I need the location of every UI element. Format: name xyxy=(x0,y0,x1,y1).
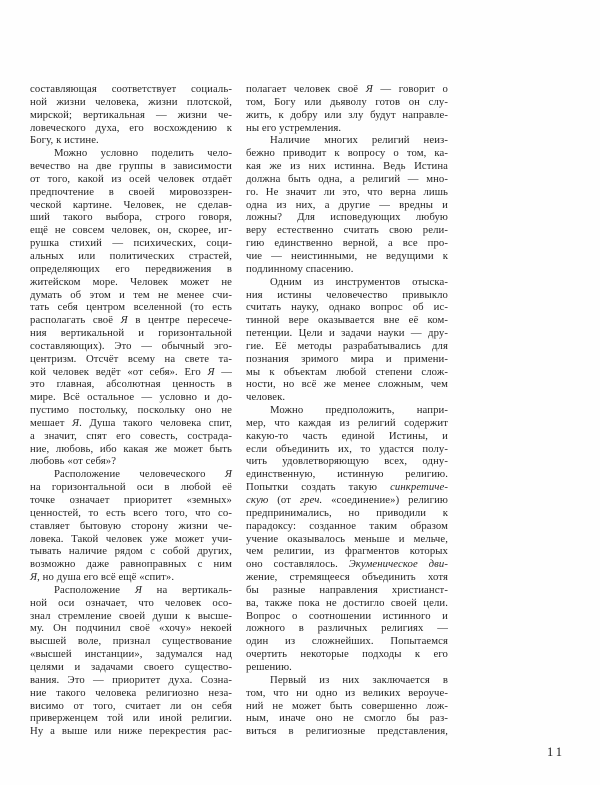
text-segment: Вопрос о соотношении истинного и xyxy=(246,609,448,622)
text-line xyxy=(246,404,448,417)
text-line xyxy=(30,648,232,661)
text-segment: — говорит о xyxy=(372,83,449,95)
text-line xyxy=(246,147,448,160)
text-segment: Одним из инструментов отыска- xyxy=(270,275,448,288)
text-line xyxy=(246,109,448,122)
text-line xyxy=(246,545,448,558)
text-line xyxy=(246,558,448,571)
text-line xyxy=(246,83,448,96)
text-segment: ной жизни человека, жизни плотской, xyxy=(30,95,232,108)
text-line xyxy=(246,211,448,224)
text-segment: ловека. Такой человек уже может учи- xyxy=(30,532,232,545)
text-line xyxy=(30,122,232,135)
text-segment: парадоксу: созданное таким образом xyxy=(246,519,448,532)
text-segment: «соединение») религию xyxy=(322,494,448,506)
text-segment: тать себя центром вселенной (то есть xyxy=(30,301,232,314)
text-line xyxy=(30,276,232,289)
text-segment: чить удовлетворяющую всех, одну- xyxy=(246,455,448,468)
text-segment: мы к объектам любой степени слож- xyxy=(246,365,448,378)
text-segment: полагает человек своё xyxy=(246,83,366,95)
text-line xyxy=(246,327,448,340)
text-line xyxy=(246,700,448,713)
text-line xyxy=(30,584,232,597)
text-segment: ности, но всё же менее сложным, чем xyxy=(246,378,448,391)
text-line xyxy=(30,558,232,571)
text-line xyxy=(30,378,232,391)
text-segment: том, Богу или дьяволу готов он слу- xyxy=(246,95,448,108)
text-segment: единственную, истинную религию. xyxy=(246,468,448,481)
text-segment: ложного в различных религиях — xyxy=(246,622,448,635)
text-segment: Попытки создать такую xyxy=(246,481,391,494)
text-line xyxy=(246,520,448,533)
italic-text: Экуменическое дви- xyxy=(348,558,448,571)
text-line xyxy=(30,96,232,109)
text-column-left xyxy=(30,83,232,738)
text-segment: тинной вере оказывается вне её ком- xyxy=(246,314,448,327)
text-line xyxy=(246,571,448,584)
text-line xyxy=(246,674,448,687)
text-segment: го. Не значит ли это, что верна лишь xyxy=(246,185,448,198)
text-segment: тывать наличие рядом с собой других, xyxy=(30,545,232,558)
text-segment: учение оказывалось меньше и мельче, xyxy=(246,532,448,545)
text-line xyxy=(30,455,232,468)
text-segment: ва, также пока не достигло своей цели. xyxy=(246,596,448,609)
text-line xyxy=(30,301,232,314)
text-segment: приверженцем той или иной религии. xyxy=(30,712,232,725)
text-segment: кая же из них истинна. Ведь Истина xyxy=(246,160,448,173)
text-segment: альных или политических страстей, xyxy=(30,249,232,262)
text-line xyxy=(30,83,232,96)
text-line xyxy=(30,134,232,147)
text-line xyxy=(246,443,448,456)
text-segment: целями и задачами своего существо- xyxy=(30,660,232,673)
text-segment: ловеческого духа, его восхождению к xyxy=(30,121,232,134)
text-line xyxy=(246,301,448,314)
text-line xyxy=(30,622,232,635)
text-segment: на горизонтальной оси в любой её xyxy=(30,481,232,494)
text-segment: знал стремление своей души к высше- xyxy=(30,609,232,622)
text-line xyxy=(30,571,232,584)
text-segment: ние, любовь, ибо какая же может быть xyxy=(30,442,232,455)
text-segment: . Душа такого человека спит, xyxy=(79,416,232,429)
text-segment: рушка стихий — психических, соци- xyxy=(30,237,232,250)
text-segment: предпринимались, но приводили к xyxy=(246,506,448,519)
text-line xyxy=(30,635,232,648)
text-line xyxy=(246,687,448,700)
text-segment: ния вертикальной и горизонтальной xyxy=(30,327,232,340)
text-line xyxy=(30,314,232,327)
text-line xyxy=(246,455,448,468)
text-line xyxy=(30,160,232,173)
text-line xyxy=(30,237,232,250)
text-line xyxy=(246,199,448,212)
text-line xyxy=(30,147,232,160)
text-segment: жить, к добру или злу будут направле- xyxy=(246,108,448,121)
text-segment: ние такого человека религиозно неза- xyxy=(30,686,232,699)
italic-text: Я xyxy=(224,468,232,481)
text-segment: бежно приводит к вопросу о том, ка- xyxy=(246,147,448,160)
text-line xyxy=(246,430,448,443)
text-line xyxy=(30,443,232,456)
text-segment: вания. Это — приоритет духа. Созна- xyxy=(30,673,232,686)
text-line xyxy=(246,494,448,507)
text-segment: висимо от того, считает ли он себя xyxy=(30,699,232,712)
text-line xyxy=(30,610,232,623)
text-line xyxy=(246,635,448,648)
text-segment: оно составлялось. xyxy=(246,558,349,571)
text-line xyxy=(30,263,232,276)
text-segment: ческой картине. Человек, не сделав- xyxy=(30,198,232,211)
text-segment: ной оси означает, что человек осо- xyxy=(30,596,232,609)
italic-text: Я xyxy=(120,314,128,327)
text-segment: том, что ни одно из великих вероуче- xyxy=(246,686,448,699)
italic-text: Я xyxy=(134,583,142,596)
text-segment: один из сложнейших. Попытаемся xyxy=(246,635,448,648)
text-segment: петенции. Цели и задачи науки — дру- xyxy=(246,327,448,340)
text-segment: ший такого выбора, строго говоря, xyxy=(30,211,232,224)
text-segment: а значит, спят его совесть, сострада- xyxy=(30,429,232,442)
text-line xyxy=(30,700,232,713)
text-line xyxy=(246,610,448,623)
text-segment: какую-то часть единой Истины, и xyxy=(246,429,448,442)
text-line xyxy=(30,712,232,725)
italic-text: Я xyxy=(30,571,38,584)
text-segment: чие — неистинными, не ведущими к xyxy=(246,249,448,262)
text-line xyxy=(246,353,448,366)
text-segment: думать об этом и тем не менее счи- xyxy=(30,288,232,301)
text-line xyxy=(246,340,448,353)
text-line xyxy=(246,597,448,610)
text-line xyxy=(30,250,232,263)
text-line xyxy=(30,545,232,558)
text-segment: кой человек ведёт «от себя». Его xyxy=(30,365,208,378)
text-segment: , но душа его всё ещё «спит». xyxy=(37,571,175,584)
text-segment: любовь «от себя»? xyxy=(30,455,117,468)
text-segment: гие. Её методы разрабатывались для xyxy=(246,339,448,352)
text-segment: решению. xyxy=(246,660,292,673)
text-segment: ния истины человечество привыкло xyxy=(246,288,448,301)
text-line xyxy=(246,648,448,661)
text-segment: центризм. Отсчёт всему на свете та- xyxy=(30,352,232,365)
text-segment: ний не может быть совершенно лож- xyxy=(246,699,448,712)
text-segment: бы разные направления христианст- xyxy=(246,583,448,596)
text-segment: составляющих). Это — обычный эго- xyxy=(30,339,232,352)
text-line xyxy=(246,134,448,147)
text-line xyxy=(246,160,448,173)
text-line xyxy=(246,391,448,404)
page-number: 11 xyxy=(547,745,566,759)
italic-text: скую xyxy=(246,494,269,506)
text-segment: если объединить их, то удастся полу- xyxy=(246,442,448,455)
text-segment: вечество на две группы в зависимости xyxy=(30,160,232,173)
italic-text: Я xyxy=(365,83,373,95)
text-line xyxy=(30,353,232,366)
text-line xyxy=(30,186,232,199)
text-segment: житейском море. Человек может не xyxy=(30,275,232,288)
text-line xyxy=(30,687,232,700)
text-line xyxy=(246,263,448,276)
text-line xyxy=(30,430,232,443)
text-line xyxy=(246,250,448,263)
text-segment: Богу, к истине. xyxy=(30,134,99,147)
text-segment: точке означает приоритет «земных» xyxy=(30,494,232,506)
text-segment: в центре пересече- xyxy=(127,314,232,327)
text-line xyxy=(30,109,232,122)
text-line xyxy=(30,494,232,507)
text-line xyxy=(30,327,232,340)
text-segment: высшей воле, признал существование xyxy=(30,635,232,648)
text-line xyxy=(246,622,448,635)
text-segment: — xyxy=(214,365,233,378)
text-line xyxy=(246,725,448,738)
text-line xyxy=(30,199,232,212)
italic-text: Я xyxy=(207,365,215,378)
text-line xyxy=(246,481,448,494)
text-segment: очертить некоторые подходы к его xyxy=(246,648,448,661)
text-line xyxy=(30,391,232,404)
text-column-right xyxy=(246,83,448,738)
text-line xyxy=(30,366,232,379)
text-segment: Можно условно поделить чело- xyxy=(54,147,232,160)
text-line xyxy=(246,96,448,109)
text-line xyxy=(246,584,448,597)
text-line xyxy=(30,340,232,353)
text-line xyxy=(30,468,232,481)
italic-text: синкретиче- xyxy=(390,481,448,494)
text-line xyxy=(246,314,448,327)
text-segment: виться в религиозные представления, xyxy=(246,725,448,738)
text-segment: Ну а выше или ниже перекрестия рас- xyxy=(30,725,232,738)
text-line xyxy=(30,661,232,674)
text-line xyxy=(246,712,448,725)
text-line xyxy=(30,417,232,430)
text-segment: познания зримого мира и примени- xyxy=(246,352,448,365)
text-segment: мирской; вертикальная — жизни че- xyxy=(30,108,232,121)
italic-text: Я xyxy=(72,416,80,429)
text-segment: чем религии, из фрагментов которых xyxy=(246,545,448,558)
text-segment: подлинному спасению. xyxy=(246,262,354,275)
text-line xyxy=(246,417,448,430)
text-segment: мешает xyxy=(30,416,73,429)
text-segment: это главная, абсолютная ценность в xyxy=(30,378,232,391)
text-segment: Расположение xyxy=(54,583,135,596)
text-line xyxy=(246,237,448,250)
text-segment: ставляет бытовую сторону жизни че- xyxy=(30,519,232,532)
text-segment: должна быть одна, а религий — мно- xyxy=(246,172,448,185)
text-line xyxy=(246,366,448,379)
text-segment: Наличие многих религий неиз- xyxy=(270,134,448,147)
text-segment: «высшей инстанции», задумался над xyxy=(30,648,232,661)
text-segment: Первый из них заключается в xyxy=(270,673,448,686)
text-line xyxy=(30,289,232,302)
text-segment: составляющая соответствует социаль- xyxy=(30,83,232,95)
text-segment: определяющих его передвижения в xyxy=(30,262,232,275)
text-line xyxy=(246,378,448,391)
text-segment: мире. Всё остальное — условно и до- xyxy=(30,391,232,404)
text-segment: му. Он подчинил своё «хочу» некоей xyxy=(30,622,232,635)
text-block xyxy=(30,83,448,738)
text-line xyxy=(30,674,232,687)
text-segment: мер, что каждая из религий содержит xyxy=(246,416,448,429)
text-segment: предпочтение в своей мировоззрен- xyxy=(30,185,232,198)
text-segment: веру естественно считать свою рели- xyxy=(246,224,448,237)
text-line xyxy=(30,597,232,610)
text-line xyxy=(30,173,232,186)
text-line xyxy=(246,224,448,237)
text-line xyxy=(30,507,232,520)
text-segment: одна из них, а другие — вредны и xyxy=(246,198,448,211)
text-line xyxy=(246,533,448,546)
text-segment: Можно предположить, напри- xyxy=(270,404,448,417)
text-segment: от того, какой из осей человек отдаёт xyxy=(30,172,232,185)
text-segment: гию единственно верной, а все про- xyxy=(246,237,448,250)
text-line xyxy=(246,173,448,186)
text-segment: человек. xyxy=(246,391,286,404)
text-segment: ложны? Для исповедующих любую xyxy=(246,211,448,224)
text-segment: Расположение человеческого xyxy=(54,468,225,481)
text-line xyxy=(246,661,448,674)
text-segment: (от xyxy=(268,494,300,506)
text-line xyxy=(246,507,448,520)
text-segment: ещё не совсем человек, он, скорее, иг- xyxy=(30,224,232,237)
text-segment: располагать своё xyxy=(30,314,121,327)
text-line xyxy=(30,211,232,224)
italic-text: греч. xyxy=(299,494,323,506)
text-line xyxy=(30,481,232,494)
text-segment: жение, стремящееся объединить хотя xyxy=(246,571,448,584)
text-line xyxy=(30,725,232,738)
text-line xyxy=(30,404,232,417)
text-segment: возможно даже равноправных с ним xyxy=(30,558,232,571)
text-segment: ны его устремления. xyxy=(246,121,342,134)
text-segment: ным, иначе оно не смогло бы раз- xyxy=(246,712,448,725)
text-line xyxy=(30,520,232,533)
text-line xyxy=(246,468,448,481)
text-line xyxy=(30,533,232,546)
text-segment: считать науку, однако вопрос об ис- xyxy=(246,301,448,314)
text-line xyxy=(246,289,448,302)
text-segment: пустимо постольку, поскольку оно не xyxy=(30,404,232,417)
text-segment: ценностей, то есть всего того, что со- xyxy=(30,506,232,519)
text-line xyxy=(246,276,448,289)
text-segment: на вертикаль- xyxy=(141,583,232,596)
text-line xyxy=(30,224,232,237)
text-line xyxy=(246,122,448,135)
text-line xyxy=(246,186,448,199)
